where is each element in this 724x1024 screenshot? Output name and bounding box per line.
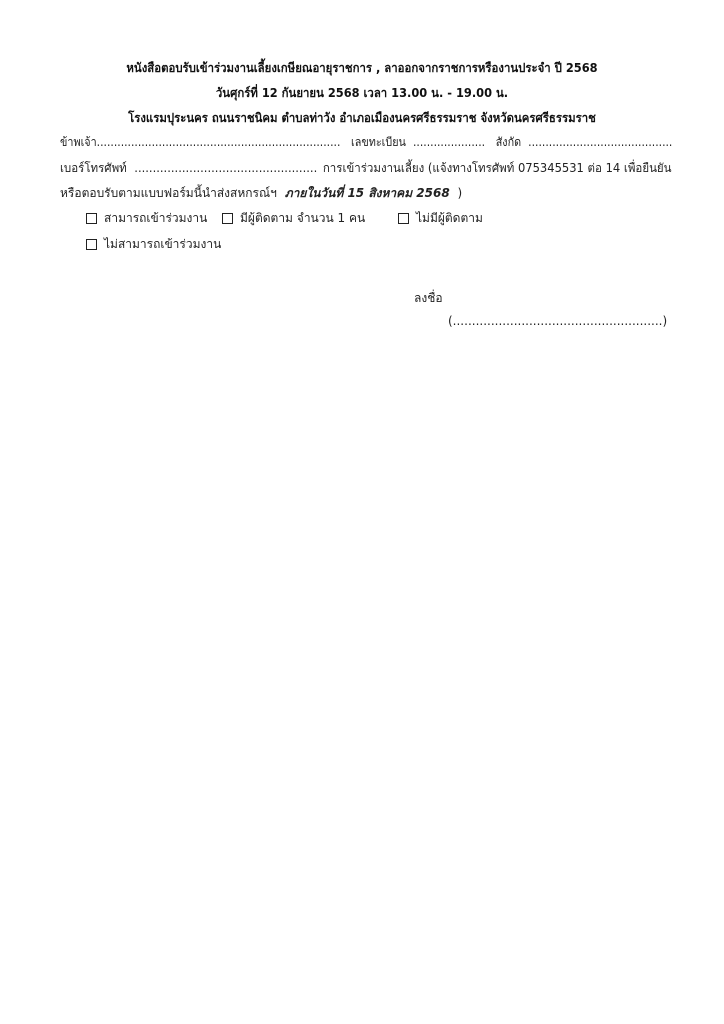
signature-field[interactable]: (.......................................................) xyxy=(448,314,668,328)
cannot-attend-label: ไม่สามารถเข้าร่วมงาน xyxy=(104,237,222,251)
close-paren: ) xyxy=(457,186,463,200)
phone-label: เบอร์โทรศัพท์ xyxy=(60,161,127,175)
reg-label: เลขทะเบียน xyxy=(351,135,406,149)
no-follower-label: ไม่มีผู้ติดตาม xyxy=(416,211,483,225)
name-row xyxy=(60,133,672,152)
option-can-attend[interactable] xyxy=(86,209,207,228)
signature-label: ลงชื่อ xyxy=(414,291,443,305)
reg-field[interactable]: ..................... xyxy=(412,135,486,149)
return-row xyxy=(60,184,462,203)
name-label: ข้าพเจ้า xyxy=(60,135,97,149)
can-attend-label: สามารถเข้าร่วมงาน xyxy=(104,211,208,225)
option-no-follower[interactable] xyxy=(398,209,483,228)
unit-label: สังกัด xyxy=(495,135,522,149)
title-line-1: หนังสือตอบรับเข้าร่วมงานเลี้ยงเกษียณอายุราชการ , ลาออกจากราชการหรืองานประจำ ปี 2568 xyxy=(126,60,598,75)
unit-field[interactable]: .......................................... xyxy=(528,135,673,149)
return-note: หรือตอบรับตามแบบฟอร์มนี้นำส่งสหกรณ์ฯ xyxy=(60,186,277,200)
title-line-3: โรงแรมปุระนคร ถนนราชนิคม ตำบลท่าวัง อำเภอเมืองนครศรีธรรมราช จังหวัดนครศรีธรรมราช xyxy=(128,110,596,125)
deadline-text: ภายในวันที่ 15 สิงหาคม 2568 xyxy=(284,186,450,200)
checkbox-cannot-attend[interactable] xyxy=(86,239,97,250)
attend-note: การเข้าร่วมงานเลี้ยง (แจ้งทางโทรศัพท์ 075345531 ต่อ 14 เพื่อยืนยัน xyxy=(322,161,672,175)
checkbox-no-follower[interactable] xyxy=(398,213,409,224)
option-with-follower[interactable] xyxy=(222,209,365,228)
name-field[interactable]: ....................................................................... xyxy=(96,135,341,149)
phone-field[interactable]: .................................................. xyxy=(134,161,318,175)
phone-row xyxy=(60,159,672,178)
checkbox-with-follower[interactable] xyxy=(222,213,233,224)
with-follower-label: มีผู้ติดตาม จำนวน 1 คน xyxy=(240,211,366,225)
title-line-2: วันศุกร์ที่ 12 กันยายน 2568 เวลา 13.00 น. - 19.00 น. xyxy=(215,85,509,100)
option-cannot-attend[interactable] xyxy=(86,235,221,254)
checkbox-can-attend[interactable] xyxy=(86,213,97,224)
